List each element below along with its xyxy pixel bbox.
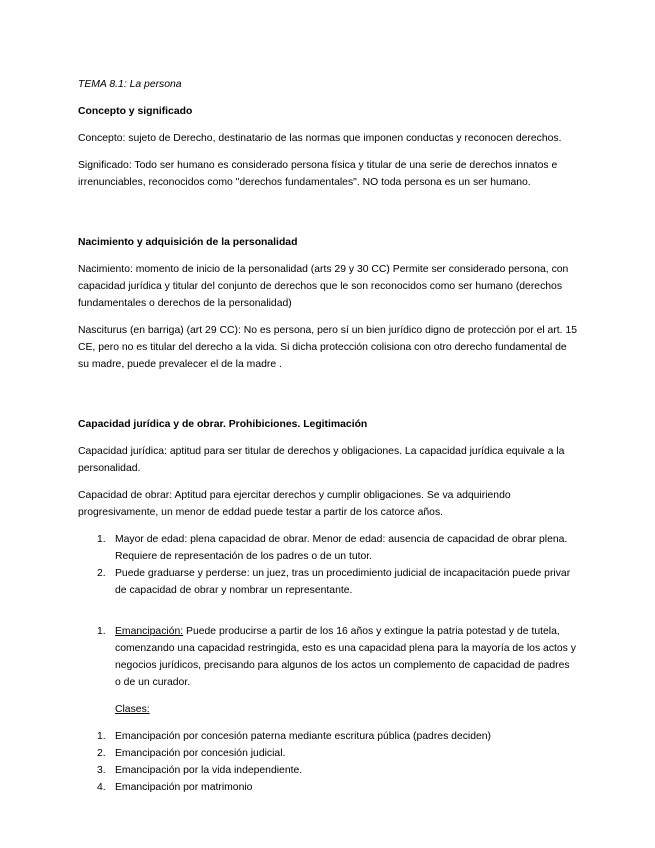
nacimiento-heading: Nacimiento y adquisición de la personalidad: [78, 237, 298, 248]
list-item-number: 2.: [97, 748, 106, 759]
list-item-text: Emancipación por la vida independiente.: [115, 765, 303, 776]
list-item-number: 3.: [97, 765, 106, 776]
capacidad-heading: Capacidad jurídica y de obrar. Prohibiciones. Legitimación: [78, 419, 368, 430]
list-item-text: Emancipación por concesión judicial.: [115, 748, 286, 759]
nasciturus-paragraph: Nasciturus (en barriga) (art 29 CC): No es persona, pero sí un bien jurídico digno de protección por el art. 15 CE, pero no es titular del derecho a la vida. Si dicha protección colisiona con otro derecho fundamental de su madre, puede prevalecer el de la madre .: [78, 325, 578, 370]
concepto-heading: Concepto y significado: [78, 106, 193, 117]
significado-paragraph: Significado: Todo ser humano es considerado persona física y titular de una serie de derechos innatos e irrenunciables, reconocidos como "derechos fundamentales". NO toda persona es un ser humano.: [78, 160, 558, 188]
tema-number: TEMA 8.1: [78, 79, 124, 90]
list-item-number: 1.: [97, 731, 106, 742]
list-item-number: 1.: [97, 534, 106, 545]
tema-title: La persona: [129, 79, 182, 90]
list-item: [78, 779, 578, 796]
nacimiento-paragraph: Nacimiento: momento de inicio de la personalidad (arts 29 y 30 CC) Permite ser considerado persona, con capacidad jurídica y titular del conjunto de derechos que le son reconocidos como ser humano (derechos fundamentales o derechos de la personalidad): [78, 264, 569, 309]
emancipacion-label: Emancipación:: [115, 626, 184, 637]
list-item-number: 2.: [97, 568, 106, 579]
clases-list: [78, 728, 578, 796]
list-item: [78, 531, 578, 565]
tema-heading: [78, 76, 578, 93]
list-item-text: Puede graduarse y perderse: un juez, tras un procedimiento judicial de incapacitación puede privar de capacidad de obrar y nombrar un representante.: [115, 568, 571, 596]
list-item-number: 1.: [97, 626, 106, 637]
list-item: [78, 745, 578, 762]
list-item: [78, 623, 578, 691]
list-item-text: Emancipación por concesión paterna mediante escritura pública (padres deciden): [115, 731, 492, 742]
emancipacion-text: Puede producirse a partir de los 16 años y extingue la patria potestad y de tutela, comenzando una capacidad restringida, esto es una capacidad plena para la mayoría de los actos y negocios jurídicos, precisando para algunos de los actos un complemento de capacidad de padres o de un curador.: [115, 626, 576, 688]
list-item-number: 4.: [97, 782, 106, 793]
capacidad-juridica-paragraph: Capacidad jurídica: aptitud para ser titular de derechos y obligaciones. La capacidad jurídica equivale a la personalidad.: [78, 446, 565, 474]
list-item-text: Mayor de edad: plena capacidad de obrar. Menor de edad: ausencia de capacidad de obrar plena. Requiere de representación de los padres o de un tutor.: [115, 534, 568, 562]
clases-label: Clases:: [115, 704, 150, 715]
list-item-text: Emancipación por matrimonio: [115, 782, 253, 793]
concepto-paragraph: Concepto: sujeto de Derecho, destinatario de las normas que imponen conductas y reconocen derechos.: [78, 133, 562, 144]
list-item: [78, 565, 578, 599]
list-item: [78, 728, 578, 745]
document-page: [78, 76, 578, 796]
list-item: [78, 762, 578, 779]
emancipacion-list: [78, 623, 578, 691]
capacidad-obrar-paragraph: Capacidad de obrar: Aptitud para ejercitar derechos y cumplir obligaciones. Se va adquiriendo progresivamente, un menor de eddad puede testar a partir de los catorce años.: [78, 490, 511, 518]
edad-list: [78, 531, 578, 599]
tema-separator: :: [123, 79, 130, 90]
